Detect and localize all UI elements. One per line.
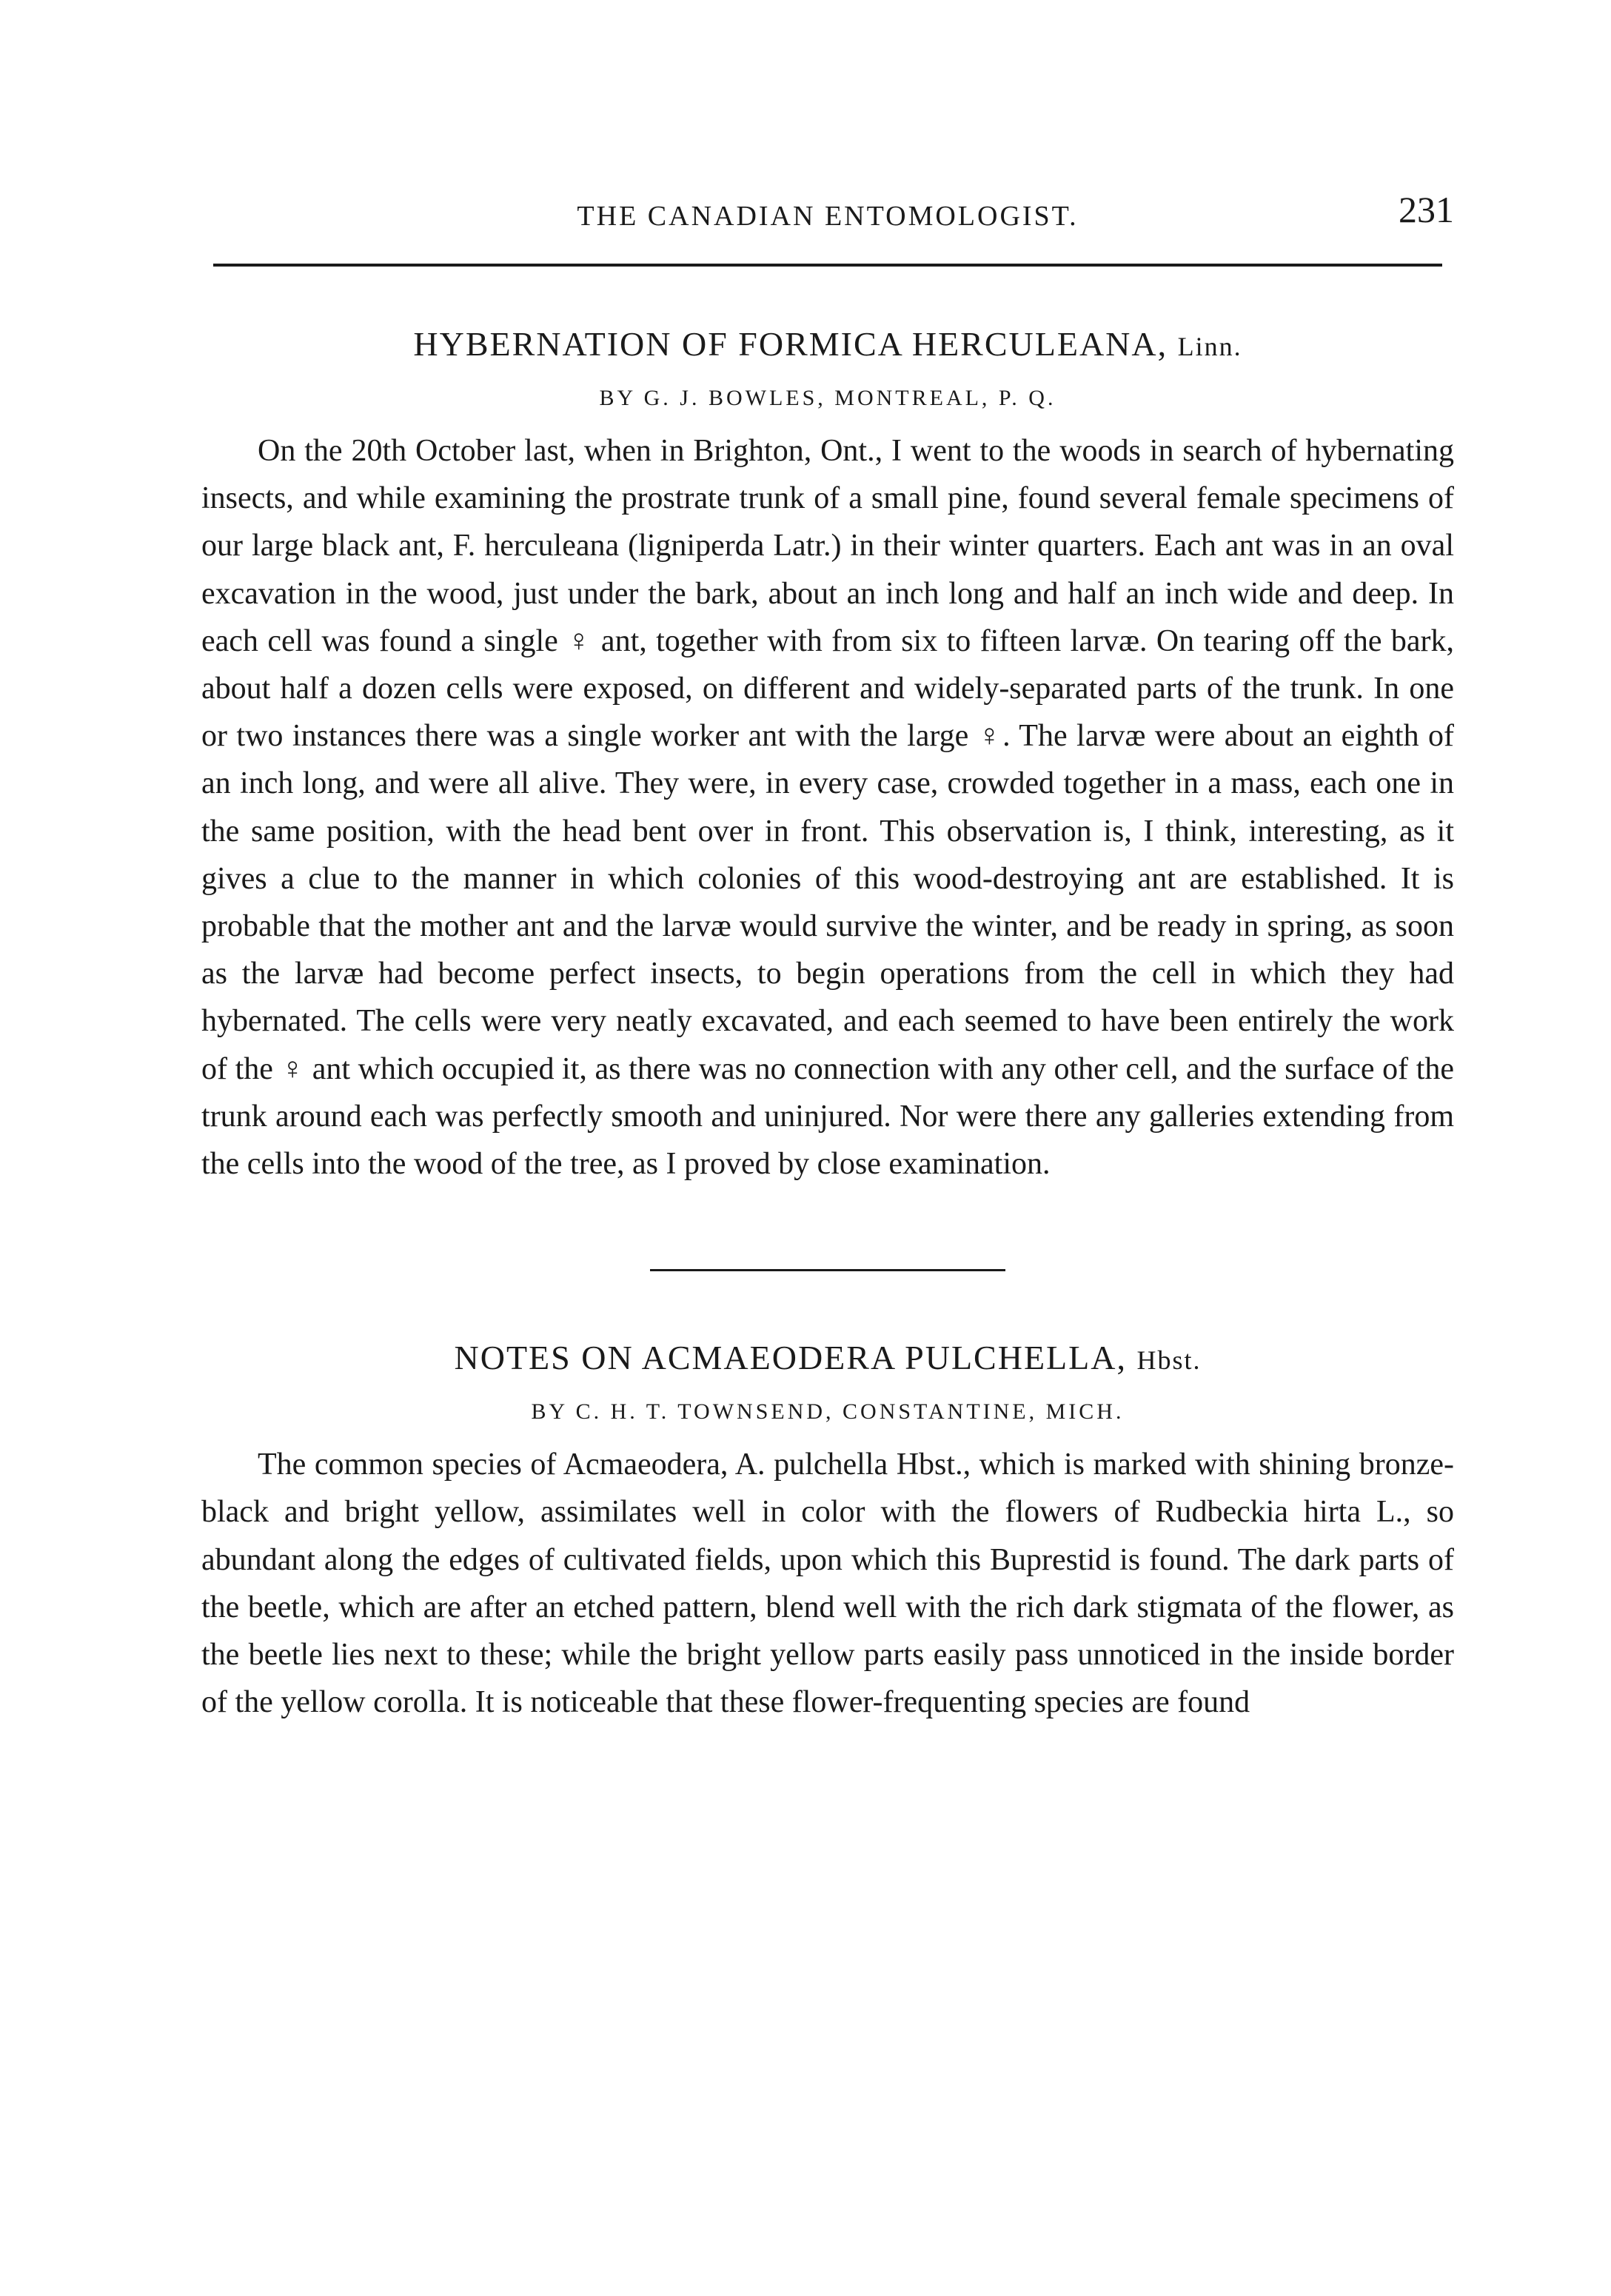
article-title-authority: Hbst. xyxy=(1136,1345,1202,1376)
article-title-main: HYBERNATION OF FORMICA HERCULEANA, xyxy=(413,325,1178,363)
article-hybernation xyxy=(201,324,1454,1188)
article-title-authority: Linn. xyxy=(1177,332,1242,361)
article-title xyxy=(201,324,1454,364)
journal-page xyxy=(201,185,1454,1726)
running-head xyxy=(201,185,1454,244)
article-byline: BY C. H. T. TOWNSEND, CONSTANTINE, MICH. xyxy=(531,1399,1125,1425)
article-separator xyxy=(650,1269,1005,1271)
article-body xyxy=(201,427,1454,1188)
article-title-main: NOTES ON ACMAEODERA PULCHELLA, xyxy=(454,1339,1137,1377)
page-number: 231 xyxy=(1399,189,1454,230)
article-body xyxy=(201,1441,1454,1726)
article-acmaeodera xyxy=(201,1338,1454,1726)
article-byline: BY G. J. BOWLES, MONTREAL, P. Q. xyxy=(599,386,1056,410)
article-paragraph: On the 20th October last, when in Brighton, Ont., I went to the woods in search of hybernating insects, and while examining the prostrate trunk of a small pine, found several female specimens of our large black ant, F. herculeana (ligniperda Latr.) in their winter quarters. Each ant was in an oval excavation in the wood, just under the bark, about an inch long and half an inch wide and deep. In each cell was found a single ♀ ant, together with from six to fifteen larvæ. On tearing off the bark, about half a dozen cells were exposed, on different and widely-separated parts of the trunk. In one or two instances there was a single worker ant with the large ♀. The larvæ were about an eighth of an inch long, and were all alive. They were, in every case, crowded together in a mass, each one in the same position, with the head bent over in front. This observation is, I think, interesting, as it gives a clue to the manner in which colonies of this wood-destroying ant are established. It is probable that the mother ant and the larvæ would survive the winter, and be ready in spring, as soon as the larvæ had become perfect insects, to begin operations from the cell in which they had hybernated. The cells were very neatly excavated, and each seemed to have been entirely the work of the ♀ ant which occupied it, as there was no connection with any other cell, and the surface of the trunk around each was perfectly smooth and uninjured. Nor were there any galleries extending from the cells into the wood of the tree, as I proved by close examination. xyxy=(201,434,1454,1182)
header-rule xyxy=(213,264,1442,267)
article-paragraph: The common species of Acmaeodera, A. pulchella Hbst., which is marked with shining bronze-black and bright yellow, assimilates well in color with the flowers of Rudbeckia hirta L., so abundant along the edges of cultivated fields, upon which this Buprestid is found. The dark parts of the beetle, which are after an etched pattern, blend well with the rich dark stigmata of the flower, as the beetle lies next to these; while the bright yellow parts easily pass unnoticed in the inside border of the yellow corolla. It is noticeable that these flower-frequenting species are found xyxy=(201,1447,1454,1720)
article-title xyxy=(201,1338,1454,1377)
journal-title: THE CANADIAN ENTOMOLOGIST. xyxy=(577,201,1079,232)
